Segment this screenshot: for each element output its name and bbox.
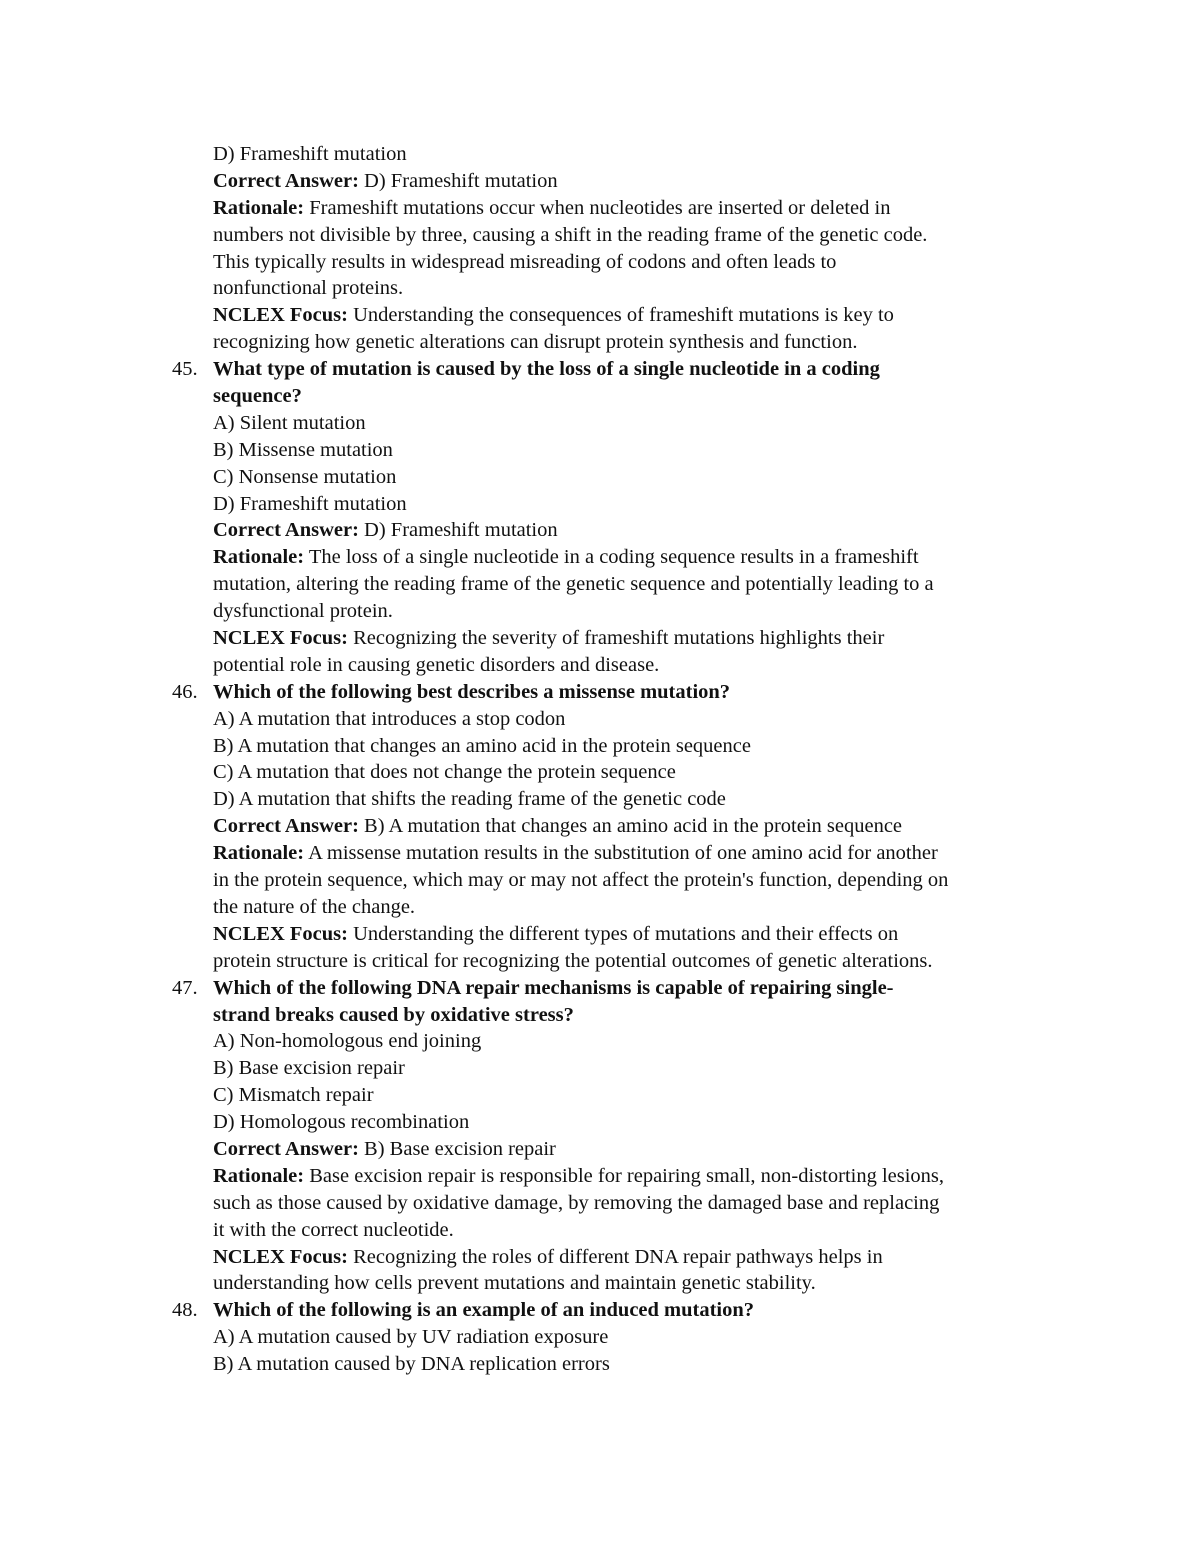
answer-text: D) Frameshift mutation bbox=[358, 169, 558, 192]
q47-option-a: A) Non-homologous end joining bbox=[213, 1030, 482, 1053]
q45-option-b: B) Missense mutation bbox=[213, 438, 393, 461]
q46-rationale-line: the nature of the change. bbox=[213, 895, 416, 918]
q46-option-a: A) A mutation that introduces a stop codon bbox=[213, 707, 566, 730]
q47-rationale-line: it with the correct nucleotide. bbox=[213, 1218, 454, 1241]
q45-question-cont bbox=[0, 383, 1200, 410]
q47-rationale-line: such as those caused by oxidative damage, by removing the damaged base and replacing bbox=[213, 1191, 940, 1214]
q45-rationale-line: mutation, altering the reading frame of the genetic sequence and potentially leading to a bbox=[213, 573, 934, 596]
focus-text: Understanding the different types of mutations and their effects on bbox=[347, 922, 899, 945]
question-text: Which of the following is an example of an induced mutation? bbox=[213, 1299, 755, 1322]
answer-label: Correct Answer: bbox=[213, 169, 359, 192]
q45-rationale bbox=[0, 544, 1200, 571]
q44-rationale-line: nonfunctional proteins. bbox=[213, 277, 404, 300]
q45-question bbox=[0, 356, 1200, 383]
q44-nclex-focus bbox=[0, 302, 1200, 329]
q47-option-d: D) Homologous recombination bbox=[213, 1111, 470, 1134]
q46-option-d: D) A mutation that shifts the reading frame of the genetic code bbox=[213, 788, 726, 811]
q47-option-b: B) Base excision repair bbox=[213, 1057, 405, 1080]
q47-option-c: C) Mismatch repair bbox=[213, 1084, 374, 1107]
document-page bbox=[0, 141, 1200, 1378]
answer-text: D) Frameshift mutation bbox=[358, 519, 558, 542]
question-text: Which of the following DNA repair mechanisms is capable of repairing single- bbox=[213, 976, 894, 999]
q45-focus-line: potential role in causing genetic disorders and disease. bbox=[213, 653, 660, 676]
q46-focus-line: protein structure is critical for recognizing the potential outcomes of genetic alterations. bbox=[213, 949, 933, 972]
focus-text: Recognizing the severity of frameshift mutations highlights their bbox=[347, 627, 885, 650]
rationale-text: A missense mutation results in the substitution of one amino acid for another bbox=[304, 842, 938, 865]
focus-text: Recognizing the roles of different DNA repair pathways helps in bbox=[347, 1245, 883, 1268]
answer-text: B) A mutation that changes an amino acid in the protein sequence bbox=[358, 815, 903, 838]
focus-text: Understanding the consequences of frameshift mutations is key to bbox=[347, 304, 894, 327]
q48-option-a: A) A mutation caused by UV radiation exposure bbox=[213, 1326, 609, 1349]
q46-question bbox=[0, 679, 1200, 706]
q47-rationale bbox=[0, 1163, 1200, 1190]
q44-rationale-line: This typically results in widespread misreading of codons and often leads to bbox=[213, 250, 837, 273]
question-number: 48. bbox=[172, 1299, 198, 1322]
q47-nclex-focus bbox=[0, 1244, 1200, 1271]
rationale-label: Rationale: bbox=[213, 842, 305, 865]
rationale-text: Frameshift mutations occur when nucleotides are inserted or deleted in bbox=[304, 196, 891, 219]
q47-question bbox=[0, 975, 1200, 1002]
question-text: Which of the following best describes a missense mutation? bbox=[213, 680, 731, 703]
answer-label: Correct Answer: bbox=[213, 1137, 359, 1160]
q48-question bbox=[0, 1297, 1200, 1324]
q45-nclex-focus bbox=[0, 625, 1200, 652]
q47-focus-line: understanding how cells prevent mutations and maintain genetic stability. bbox=[213, 1272, 816, 1295]
question-number: 46. bbox=[172, 680, 198, 703]
rationale-label: Rationale: bbox=[213, 1164, 305, 1187]
answer-text: B) Base excision repair bbox=[358, 1137, 556, 1160]
focus-label: NCLEX Focus: bbox=[213, 922, 348, 945]
q44-rationale-line: numbers not divisible by three, causing a shift in the reading frame of the genetic code. bbox=[213, 223, 928, 246]
q48-option-b: B) A mutation caused by DNA replication errors bbox=[213, 1353, 610, 1376]
q44-correct-answer bbox=[0, 168, 1200, 195]
focus-label: NCLEX Focus: bbox=[213, 627, 348, 650]
q46-option-c: C) A mutation that does not change the protein sequence bbox=[213, 761, 676, 784]
q46-option-b: B) A mutation that changes an amino acid in the protein sequence bbox=[213, 734, 751, 757]
question-text: strand breaks caused by oxidative stress? bbox=[213, 1003, 574, 1026]
q45-rationale-line: dysfunctional protein. bbox=[213, 600, 393, 623]
q44-focus-line: recognizing how genetic alterations can disrupt protein synthesis and function. bbox=[213, 331, 858, 354]
rationale-text: Base excision repair is responsible for repairing small, non-distorting lesions, bbox=[304, 1164, 945, 1187]
q46-nclex-focus bbox=[0, 921, 1200, 948]
q47-question-cont bbox=[0, 1002, 1200, 1029]
rationale-text: The loss of a single nucleotide in a coding sequence results in a frameshift bbox=[304, 546, 919, 569]
q45-option-a: A) Silent mutation bbox=[213, 411, 366, 434]
question-text: What type of mutation is caused by the loss of a single nucleotide in a coding bbox=[213, 358, 880, 381]
q45-correct-answer bbox=[0, 517, 1200, 544]
question-number: 47. bbox=[172, 976, 198, 999]
q45-option-c: C) Nonsense mutation bbox=[213, 465, 397, 488]
focus-label: NCLEX Focus: bbox=[213, 1245, 348, 1268]
answer-label: Correct Answer: bbox=[213, 519, 359, 542]
q45-option-d: D) Frameshift mutation bbox=[213, 492, 407, 515]
focus-label: NCLEX Focus: bbox=[213, 304, 348, 327]
question-number: 45. bbox=[172, 358, 198, 381]
q44-rationale bbox=[0, 195, 1200, 222]
q46-rationale bbox=[0, 840, 1200, 867]
rationale-label: Rationale: bbox=[213, 196, 305, 219]
q46-correct-answer bbox=[0, 813, 1200, 840]
rationale-label: Rationale: bbox=[213, 546, 305, 569]
answer-label: Correct Answer: bbox=[213, 815, 359, 838]
q44-option-d: D) Frameshift mutation bbox=[213, 143, 407, 165]
q46-rationale-line: in the protein sequence, which may or may not affect the protein's function, depending on bbox=[213, 869, 949, 892]
q47-correct-answer bbox=[0, 1136, 1200, 1163]
question-text: sequence? bbox=[213, 385, 302, 408]
